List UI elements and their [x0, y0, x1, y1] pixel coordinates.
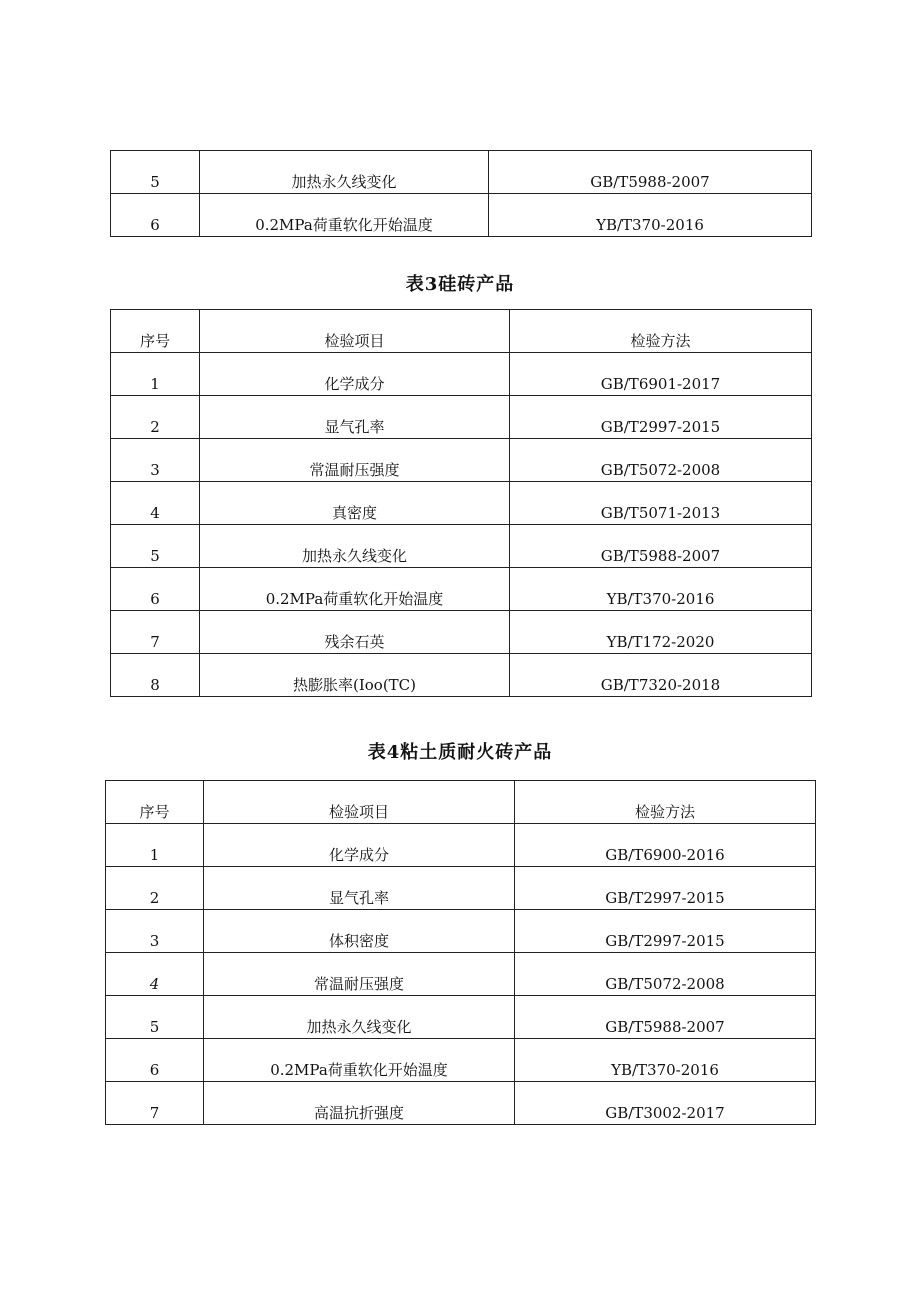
cell-method: YB/T370-2016: [489, 194, 812, 237]
cell-item: 常温耐压强度: [204, 953, 515, 996]
table-row: [111, 525, 812, 568]
cell-index: 2: [111, 396, 200, 439]
table-row: [106, 996, 816, 1039]
table3-silica-brick: [110, 309, 812, 697]
cell-method: GB/T5988-2007: [515, 996, 816, 1039]
header-item: 检验项目: [204, 781, 515, 824]
cell-method: GB/T6901-2017: [510, 353, 812, 396]
table-row: [111, 194, 812, 237]
cell-item: 化学成分: [204, 824, 515, 867]
table-row: [111, 611, 812, 654]
cell-item: 显气孔率: [200, 396, 510, 439]
table-row: [111, 568, 812, 611]
table-row: [111, 396, 812, 439]
table-header-row: [106, 781, 816, 824]
cell-item: 加热永久线变化: [204, 996, 515, 1039]
cell-item: 常温耐压强度: [200, 439, 510, 482]
cell-item: 0.2MPa荷重软化开始温度: [204, 1039, 515, 1082]
cell-index: 7: [106, 1082, 204, 1125]
cell-item: 化学成分: [200, 353, 510, 396]
cell-item: 热膨胀率(Ioo(TC): [200, 654, 510, 697]
cell-index: 5: [106, 996, 204, 1039]
header-method: 检验方法: [515, 781, 816, 824]
cell-index: 2: [106, 867, 204, 910]
cell-index: 3: [111, 439, 200, 482]
table4-clay-brick: [105, 780, 816, 1125]
cell-item: 残余石英: [200, 611, 510, 654]
table-row: [111, 654, 812, 697]
table-row: [106, 1039, 816, 1082]
table-row: [111, 353, 812, 396]
cell-item: 真密度: [200, 482, 510, 525]
cell-method: GB/T5072-2008: [510, 439, 812, 482]
cell-method: GB/T2997-2015: [515, 910, 816, 953]
cell-index: 7: [111, 611, 200, 654]
cell-method: GB/T6900-2016: [515, 824, 816, 867]
cell-index: 6: [106, 1039, 204, 1082]
cell-index: 4: [106, 953, 204, 996]
table-row: [111, 482, 812, 525]
cell-method: GB/T2997-2015: [515, 867, 816, 910]
cell-index: 8: [111, 654, 200, 697]
table-row: [106, 1082, 816, 1125]
cell-index: 6: [111, 568, 200, 611]
table-row: [106, 953, 816, 996]
cell-index: 1: [106, 824, 204, 867]
header-method: 检验方法: [510, 310, 812, 353]
cell-method: GB/T2997-2015: [510, 396, 812, 439]
cell-method: YB/T172-2020: [510, 611, 812, 654]
cell-item: 高温抗折强度: [204, 1082, 515, 1125]
table3-caption: 表3硅砖产品: [405, 274, 515, 295]
table-continued: [110, 150, 812, 237]
cell-method: YB/T370-2016: [510, 568, 812, 611]
cell-index: 5: [111, 525, 200, 568]
cell-index: 5: [111, 151, 200, 194]
header-index: 序号: [111, 310, 200, 353]
cell-method: GB/T3002-2017: [515, 1082, 816, 1125]
table-row: [111, 439, 812, 482]
header-index: 序号: [106, 781, 204, 824]
cell-method: GB/T5072-2008: [515, 953, 816, 996]
cell-item: 加热永久线变化: [200, 151, 489, 194]
cell-method: GB/T7320-2018: [510, 654, 812, 697]
table-row: [106, 824, 816, 867]
cell-index: 4: [111, 482, 200, 525]
table-row: [111, 151, 812, 194]
cell-method: YB/T370-2016: [515, 1039, 816, 1082]
table4-caption: 表4粘土质耐火砖产品: [367, 742, 553, 763]
cell-item: 体积密度: [204, 910, 515, 953]
cell-method: GB/T5988-2007: [489, 151, 812, 194]
cell-index: 1: [111, 353, 200, 396]
table-row: [106, 867, 816, 910]
cell-item: 显气孔率: [204, 867, 515, 910]
table-row: [106, 910, 816, 953]
cell-item: 0.2MPa荷重软化开始温度: [200, 568, 510, 611]
cell-item: 加热永久线变化: [200, 525, 510, 568]
header-item: 检验项目: [200, 310, 510, 353]
cell-item: 0.2MPa荷重软化开始温度: [200, 194, 489, 237]
cell-index: 3: [106, 910, 204, 953]
table-header-row: [111, 310, 812, 353]
cell-index: 6: [111, 194, 200, 237]
cell-method: GB/T5988-2007: [510, 525, 812, 568]
cell-method: GB/T5071-2013: [510, 482, 812, 525]
